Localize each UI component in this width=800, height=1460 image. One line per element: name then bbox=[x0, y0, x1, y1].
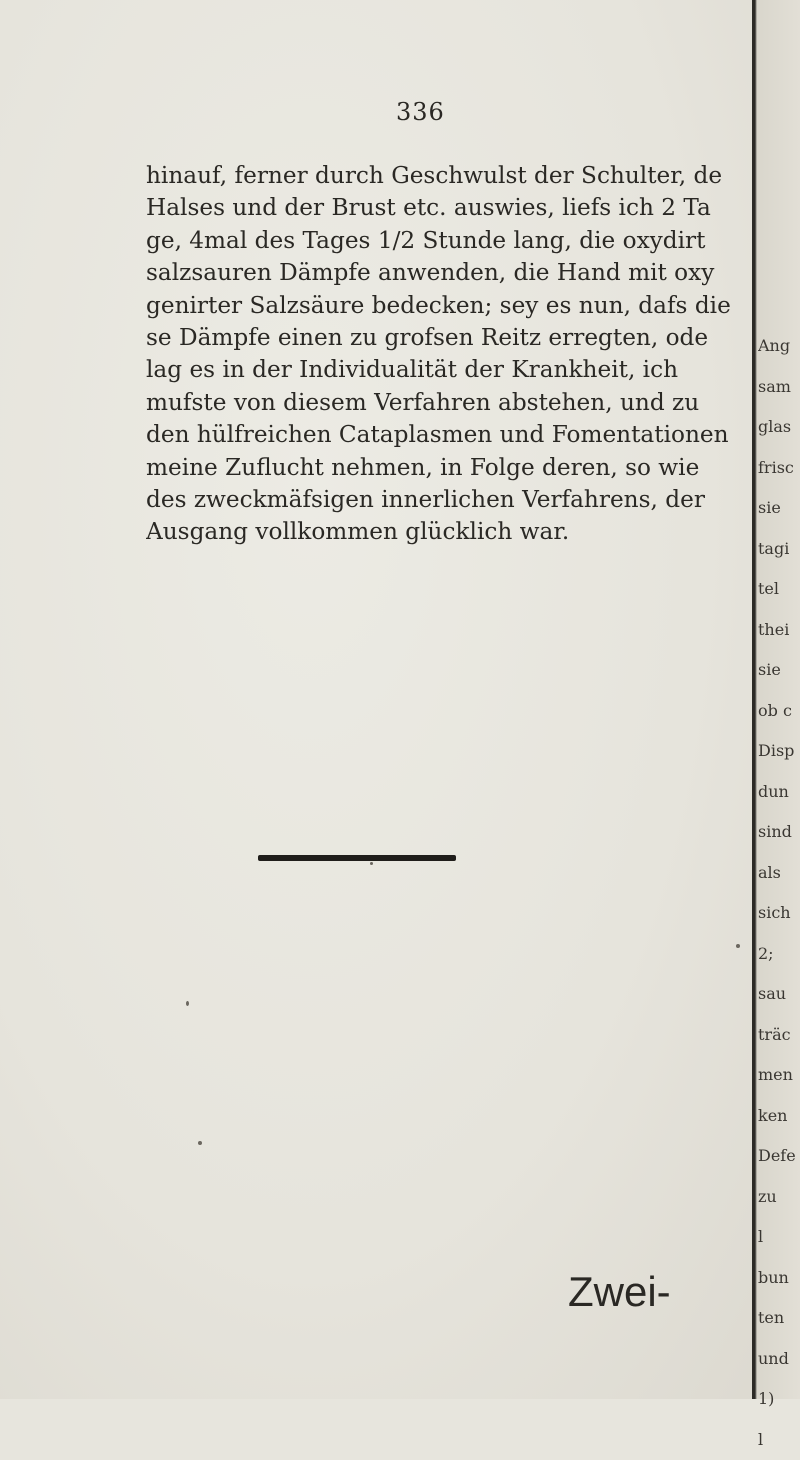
margin-fragment: träc bbox=[758, 1015, 800, 1056]
text-line: salzsauren Dämpfe anwenden, die Hand mit oxy bbox=[146, 257, 776, 289]
text-line: den hülfreichen Cataplasmen und Fomentationen bbox=[146, 419, 776, 451]
margin-fragment: als bbox=[758, 853, 800, 894]
text-line: hinauf, ferner durch Geschwulst der Schulter, de bbox=[146, 160, 776, 192]
margin-fragment: glas bbox=[758, 407, 800, 448]
paper-speck bbox=[198, 1141, 202, 1145]
facing-page-fragments bbox=[758, 326, 800, 1460]
margin-fragment: frisc bbox=[758, 448, 800, 489]
text-line: genirter Salzsäure bedecken; sey es nun, dafs die bbox=[146, 290, 776, 322]
text-line: des zweckmäfsigen innerlichen Verfahrens, der bbox=[146, 484, 776, 516]
margin-fragment: Defe bbox=[758, 1136, 800, 1177]
margin-fragment: tagi bbox=[758, 529, 800, 570]
margin-fragment: sich bbox=[758, 893, 800, 934]
margin-fragment: l bbox=[758, 1420, 800, 1460]
margin-fragment: tel bbox=[758, 569, 800, 610]
margin-fragment: Ang bbox=[758, 326, 800, 367]
margin-fragment: sie bbox=[758, 650, 800, 691]
margin-fragment: thei bbox=[758, 610, 800, 651]
margin-fragment: und bbox=[758, 1339, 800, 1380]
margin-fragment: sam bbox=[758, 367, 800, 408]
margin-fragment: ob c bbox=[758, 691, 800, 732]
text-line: meine Zuflucht nehmen, in Folge deren, so wie bbox=[146, 452, 776, 484]
margin-fragment: sind bbox=[758, 812, 800, 853]
margin-fragment: Disp bbox=[758, 731, 800, 772]
text-line: Halses und der Brust etc. auswies, liefs ich 2 Ta bbox=[146, 192, 776, 224]
margin-fragment: bun bbox=[758, 1258, 800, 1299]
margin-fragment: 1) bbox=[758, 1379, 800, 1420]
section-divider-rule bbox=[258, 855, 456, 861]
paper-speck bbox=[370, 862, 373, 865]
paper-speck bbox=[186, 1001, 189, 1006]
margin-fragment: dun bbox=[758, 772, 800, 813]
page-number: 336 bbox=[396, 98, 445, 126]
text-line: Ausgang vollkommen glücklich war. bbox=[146, 516, 776, 548]
text-line: se Dämpfe einen zu grofsen Reitz erregten, ode bbox=[146, 322, 776, 354]
margin-fragment: ten bbox=[758, 1298, 800, 1339]
margin-fragment: l bbox=[758, 1217, 800, 1258]
margin-fragment: sie bbox=[758, 488, 800, 529]
paper-speck bbox=[736, 944, 740, 948]
margin-fragment: ken bbox=[758, 1096, 800, 1137]
catchword: Zwei- bbox=[568, 1268, 671, 1316]
text-line: ge, 4mal des Tages 1/2 Stunde lang, die oxydirt bbox=[146, 225, 776, 257]
margin-fragment: 2; bbox=[758, 934, 800, 975]
text-line: lag es in der Individualität der Krankheit, ich bbox=[146, 354, 776, 386]
margin-fragment: men bbox=[758, 1055, 800, 1096]
margin-fragment: zu bbox=[758, 1177, 800, 1218]
body-paragraph bbox=[146, 160, 776, 549]
margin-fragment: sau bbox=[758, 974, 800, 1015]
text-line: mufste von diesem Verfahren abstehen, und zu bbox=[146, 387, 776, 419]
